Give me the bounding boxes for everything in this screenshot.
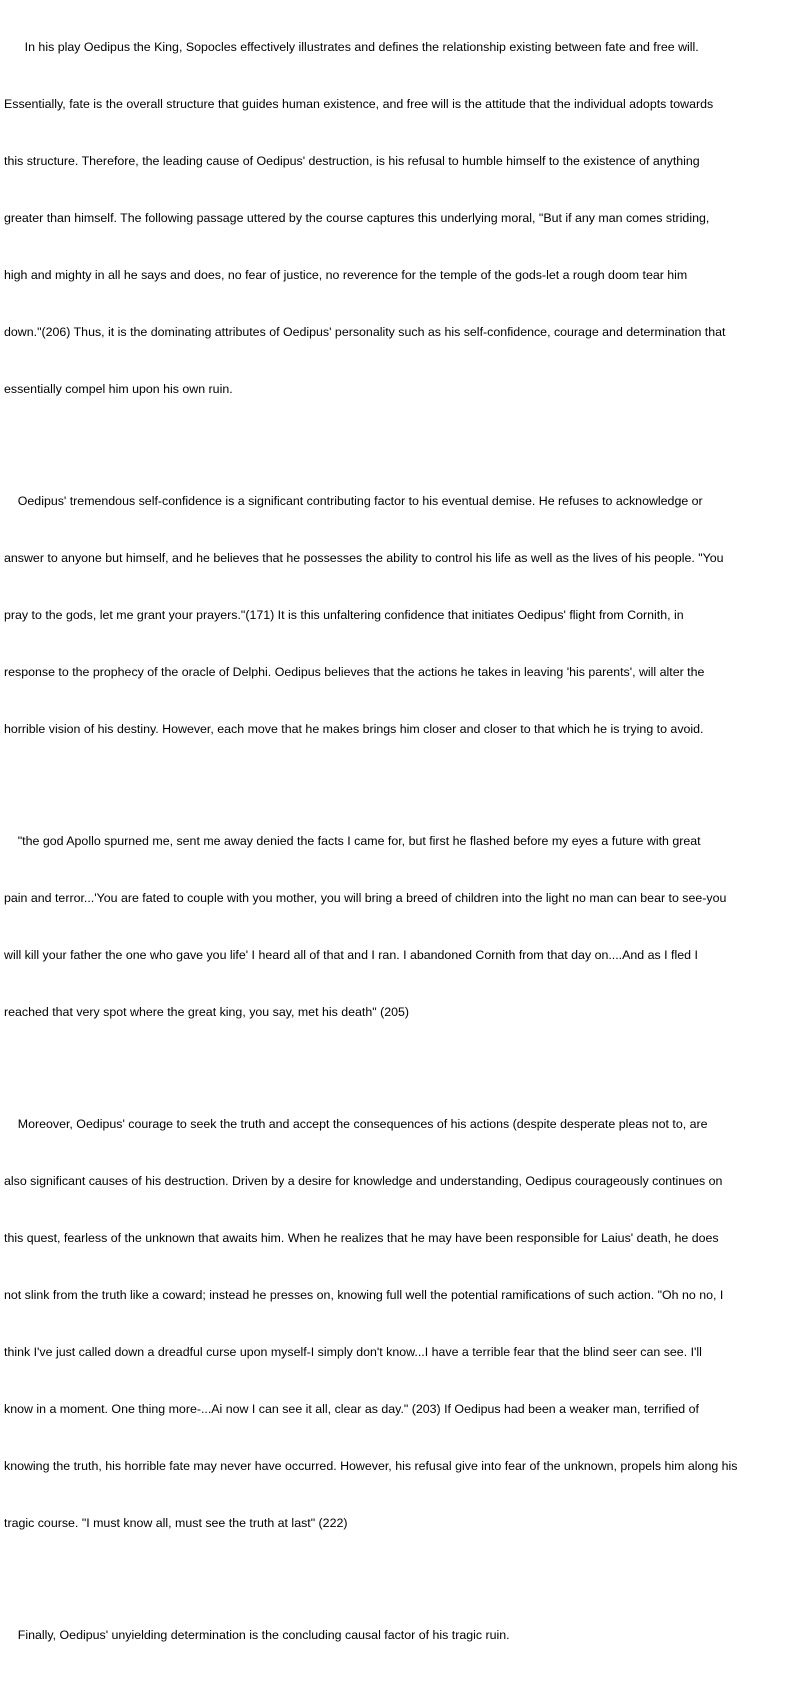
text-line: response to the prophecy of the oracle of Delphi. Oedipus believes that the actions he takes in leaving 'his parents', will alter the [4, 665, 705, 679]
paragraph-quote [4, 794, 798, 1060]
text-line: greater than himself. The following passage uttered by the course captures this underlying moral, "But if any man comes striding, [4, 211, 710, 225]
paragraph-gap [4, 437, 798, 454]
text-line: down."(206) Thus, it is the dominating attributes of Oedipus' personality such as his self-confidence, courage and determination that [4, 325, 726, 339]
text-line: will kill your father the one who gave you life' I heard all of that and I ran. I abandoned Cornith from that day on....And as I fled I [4, 948, 698, 962]
paragraph-gap [4, 1060, 798, 1077]
text-line: answer to anyone but himself, and he believes that he possesses the ability to control his life as well as the lives of his people. "You [4, 551, 724, 565]
paragraph-courage [4, 1077, 798, 1571]
text-line: horrible vision of his destiny. However, each move that he makes brings him closer and closer to that which he is trying to avoid. [4, 722, 704, 736]
text-line: not slink from the truth like a coward; instead he presses on, knowing full well the potential ramifications of such action. "Oh no no, I [4, 1288, 724, 1302]
paragraph-intro [4, 0, 798, 437]
text-line: Moreover, Oedipus' courage to seek the truth and accept the consequences of his actions (despite desperate pleas not to, are [4, 1117, 708, 1131]
paragraph-conclusion [4, 1588, 798, 1683]
text-line: Oedipus' tremendous self-confidence is a significant contributing factor to his eventual demise. He refuses to acknowledge or [4, 494, 703, 508]
paragraph-gap [4, 1571, 798, 1588]
text-line: Finally, Oedipus' unyielding determination is the concluding causal factor of his tragic ruin. [4, 1628, 510, 1642]
text-line: this structure. Therefore, the leading cause of Oedipus' destruction, is his refusal to humble himself to the existence of anything [4, 154, 700, 168]
text-line: pray to the gods, let me grant your prayers."(171) It is this unfaltering confidence that initiates Oedipus' flight from Cornith, in [4, 608, 684, 622]
text-line: high and mighty in all he says and does, no fear of justice, no reverence for the temple of the gods-let a rough doom tear him [4, 268, 688, 282]
text-line: this quest, fearless of the unknown that awaits him. When he realizes that he may have been responsible for Laius' death, he does [4, 1231, 719, 1245]
text-line: tragic course. "I must know all, must see the truth at last" (222) [4, 1516, 348, 1530]
text-line: knowing the truth, his horrible fate may never have occurred. However, his refusal give into fear of the unknown, propels him along his [4, 1459, 738, 1473]
text-line: reached that very spot where the great king, you say, met his death" (205) [4, 1005, 410, 1019]
essay-document [4, 0, 798, 1683]
text-line: pain and terror...'You are fated to couple with you mother, you will bring a breed of children into the light no man can bear to see-you [4, 891, 727, 905]
text-line: think I've just called down a dreadful curse upon myself-I simply don't know...I have a terrible fear that the blind seer can see. I'll [4, 1345, 702, 1359]
text-line: Essentially, fate is the overall structure that guides human existence, and free will is the attitude that the individual adopts towards [4, 97, 714, 111]
text-line: know in a moment. One thing more-...Ai now I can see it all, clear as day." (203) If Oedipus had been a weaker man, terrified of [4, 1402, 699, 1416]
text-line: essentially compel him upon his own ruin. [4, 382, 233, 396]
text-line: also significant causes of his destruction. Driven by a desire for knowledge and understanding, Oedipus courageously continues on [4, 1174, 723, 1188]
text-line: "the god Apollo spurned me, sent me away denied the facts I came for, but first he flashed before my eyes a future with great [4, 834, 701, 848]
paragraph-gap [4, 777, 798, 794]
text-line: In his play Oedipus the King, Sopocles effectively illustrates and defines the relationship existing between fate and free will. [4, 40, 699, 54]
paragraph-self-confidence [4, 454, 798, 777]
